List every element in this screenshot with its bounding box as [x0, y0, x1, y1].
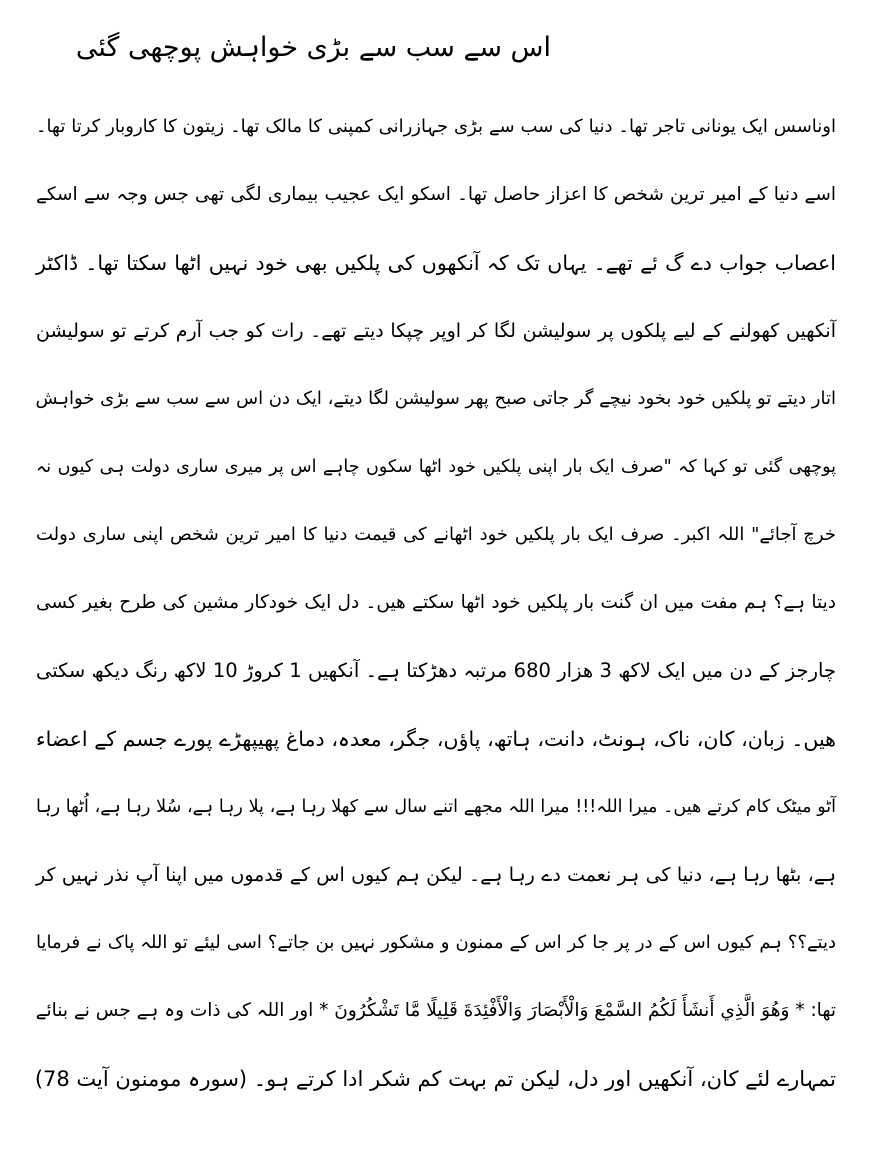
body-line: اتار دیتے تو پلکیں خود بخود نیچے گر جاتی صبح پھر سولیشن لگا دیتے، ایک دن اس سے سب سے بڑی خواہش — [35, 388, 836, 409]
body-line: تھا: * وَهُوَ الَّذِي أَنشَأَ لَكُمُ السَّمْعَ وَالْأَبْصَارَ وَالْأَفْئِدَةَ قَلِيلًا مَّا تَشْكُرُونَ * اور اللہ کی ذات وہ ہے جس نے بنائے — [35, 1000, 836, 1021]
body-line: آنکھیں کھولنے کے لیے پلکوں پر سولیشن لگا کر اوپر چپکا دیتے تھے۔ رات کو جب آرم کرتے تو سولیشن — [36, 320, 836, 342]
body-line: آٹو میٹک کام کرتے ھیں۔ میرا اللہ!!! میرا اللہ مجھے اتنے سال سے کھلا رہا ہے، پلا رہا ہے، سُلا رہا ہے، اُٹھا رہا — [36, 797, 836, 817]
body-line: دیتا ہے؟ ہم مفت میں ان گنت بار پلکیں خود اٹھا سکتے ھیں۔ دل ایک خودکار مشین کی طرح بغیر کسی — [36, 592, 836, 613]
body-line: ہے، بٹھا رہا ہے، دنیا کی ہر نعمت دے رہا ہے۔ لیکن ہم کیوں اس کے قدموں میں اپنا آپ نذر نہیں کر — [36, 864, 836, 886]
article-body — [36, 100, 836, 1120]
body-line: اعصاب جواب دے گ ئے تھے۔ یہاں تک کہ آنکھوں کی پلکیں بھی خود نہیں اٹھا سکتا تھا۔ ڈاکٹر — [36, 251, 836, 275]
body-line: ھیں۔ زبان، کان، ناک، ہونٹ، دانت، ہاتھ، پاؤں، جگر، معدہ، دماغ پھیپھڑے پورے جسم کے اعضاء — [36, 727, 836, 751]
body-line: خرچ آجائے" اللہ اکبر۔ صرف ایک بار پلکیں خود اٹھانے کی قیمت دنیا کا امیر ترین شخص اپنی ساری دولت — [36, 524, 836, 545]
body-line: دیتے؟؟ ہم کیوں اس کے در پر جا کر اس کے ممنون و مشکور نہیں بن جاتے؟ اسی لیئے تو اللہ پاک نے فرمایا — [36, 932, 836, 953]
body-line: اوناسس ایک یونانی تاجر تھا۔ دنیا کی سب سے بڑی جہازرانی کمپنی کا مالک تھا۔ زیتون کا کاروبار کرتا تھا۔ — [36, 116, 836, 137]
body-line: چارجز کے دن میں ایک لاکھ 3 ھزار 680 مرتبہ دھڑکتا ہے۔ آنکھیں 1 کروڑ 10 لاکھ رنگ دیکھ سکتی — [36, 659, 837, 682]
body-line: تمہارے لئے کان، آنکھیں اور دل، لیکن تم بہت کم شکر ادا کرتے ہو۔ (سورہ مومنون آیت 78) — [34, 1067, 836, 1091]
body-line: پوچھی گئی تو کہا کہ "صرف ایک بار اپنی پلکیں خود اٹھا سکوں چاہے اس پر میری ساری دولت ہی کیوں نہ — [36, 457, 836, 477]
body-line: اسے دنیا کے امیر ترین شخص کا اعزاز حاصل تھا۔ اسکو ایک عجیب بیماری لگی تھی جس وجہ سے اسکے — [36, 184, 836, 205]
article-title: اس سے سب سے بڑی خواہش پوچھی گئی — [75, 32, 551, 63]
